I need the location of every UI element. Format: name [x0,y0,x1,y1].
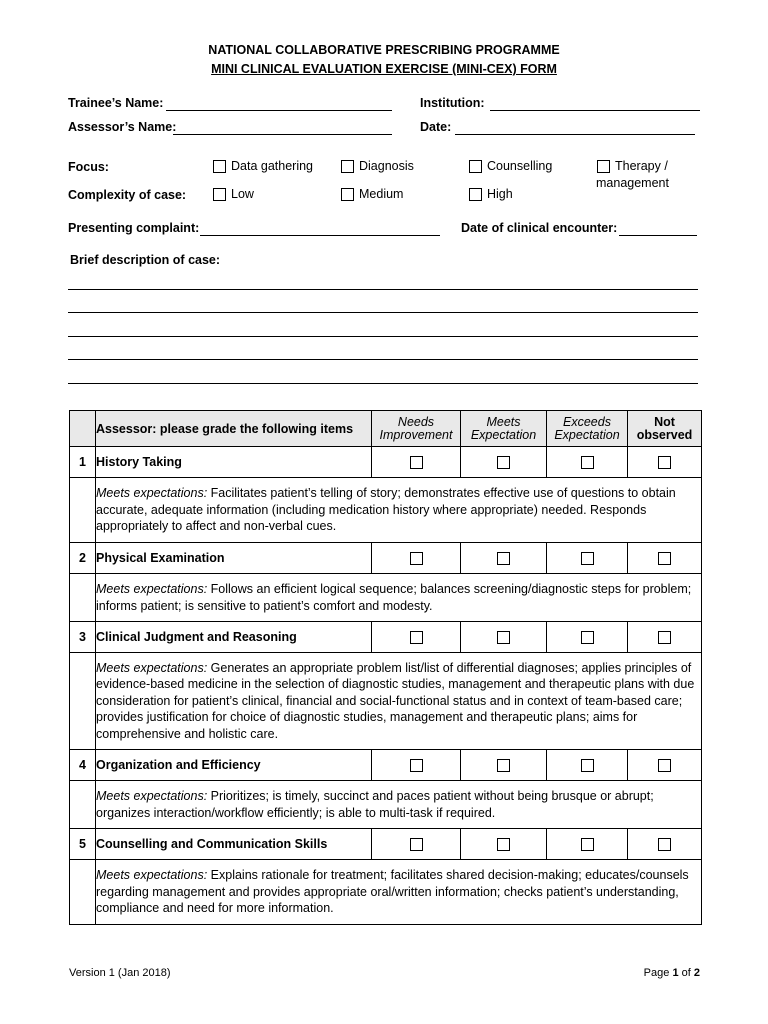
page-number: Page 1 of 2 [643,967,700,979]
form-title: MINI CLINICAL EVALUATION EXERCISE (MINI-CEX) FORM [211,62,557,76]
grade-checkbox[interactable] [497,456,510,469]
grade-checkbox[interactable] [658,759,671,772]
item-title: Organization and Efficiency [96,750,372,781]
brief-description-label: Brief description of case: [70,253,221,267]
date-of-encounter-label: Date of clinical encounter: [461,221,618,235]
item-description: Meets expectations: Prioritizes; is timely, succinct and paces patient without being brusque or abrupt; organizes interaction/workflow efficiently; is able to multi-task if required. [96,781,702,829]
table-row [70,829,702,860]
focus-therapy-label-line2: management [596,176,669,190]
complexity-medium-checkbox[interactable]: Medium [341,187,403,201]
item-number: 5 [70,829,96,860]
version-text: Version 1 (Jan 2018) [69,967,171,979]
grade-checkbox[interactable] [497,759,510,772]
table-row [70,543,702,574]
description-line[interactable] [68,312,698,313]
grade-checkbox[interactable] [581,552,594,565]
grade-checkbox[interactable] [497,631,510,644]
item-number: 3 [70,622,96,653]
description-line[interactable] [68,359,698,360]
item-number: 2 [70,543,96,574]
checkbox-icon [597,160,610,173]
focus-counselling-checkbox[interactable]: Counselling [469,159,552,173]
item-title: Counselling and Communication Skills [96,829,372,860]
table-row [70,750,702,781]
col-exceeds-expectation: Exceeds Expectation [547,411,628,447]
complexity-high-checkbox[interactable]: High [469,187,513,201]
table-header-row [70,411,702,447]
assessor-name-field[interactable] [173,134,392,135]
grade-checkbox[interactable] [410,838,423,851]
complexity-low-checkbox[interactable]: Low [213,187,254,201]
item-description: Meets expectations: Facilitates patient’s telling of story; demonstrates effective use of questions to obtain accurate, adequate information (including medication history where appropriate) needed. Responds appropriately to affect and non-verbal cues. [96,478,702,543]
focus-diagnosis-checkbox[interactable]: Diagnosis [341,159,414,173]
item-title: Clinical Judgment and Reasoning [96,622,372,653]
checkbox-icon [469,188,482,201]
focus-data-gathering-checkbox[interactable]: Data gathering [213,159,313,173]
table-row [70,622,702,653]
grade-checkbox[interactable] [410,456,423,469]
focus-therapy-checkbox[interactable]: Therapy / [597,159,668,173]
item-description: Meets expectations: Follows an efficient logical sequence; balances screening/diagnostic steps for problem; informs patient; is sensitive to patient’s comfort and modesty. [96,574,702,622]
item-description: Meets expectations: Generates an appropriate problem list/list of differential diagnoses; applies principles of evidence-based medicine in the selection of diagnostic studies, management and therapeutic plans with due consideration for patient’s clinical, financial and social-functional status and in context of team-based care; provides justification for choice of diagnostic studies, management and therapeutic plans; aims for comprehensive and holistic care. [96,653,702,750]
table-row-description [70,653,702,750]
grade-checkbox[interactable] [410,552,423,565]
grade-checkbox[interactable] [497,838,510,851]
trainee-name-field[interactable] [166,110,392,111]
assessor-name-label: Assessor’s Name: [68,120,177,134]
checkbox-icon [213,188,226,201]
date-label: Date: [420,120,452,134]
grade-checkbox[interactable] [581,631,594,644]
institution-label: Institution: [420,96,485,110]
grade-checkbox[interactable] [410,631,423,644]
header-num-cell [70,411,96,447]
focus-label: Focus: [68,160,109,174]
item-number: 1 [70,447,96,478]
grading-table [69,410,702,925]
table-row-description [70,781,702,829]
table-row-description [70,574,702,622]
presenting-complaint-field[interactable] [200,235,440,236]
checkbox-icon [213,160,226,173]
checkbox-icon [469,160,482,173]
grade-checkbox[interactable] [658,456,671,469]
date-of-encounter-field[interactable] [619,235,697,236]
table-row-description [70,860,702,925]
table-row-description [70,478,702,543]
col-not-observed: Not observed [628,411,702,447]
grade-checkbox[interactable] [658,838,671,851]
checkbox-icon [341,160,354,173]
item-title: History Taking [96,447,372,478]
item-title: Physical Examination [96,543,372,574]
date-field[interactable] [455,134,695,135]
complexity-label: Complexity of case: [68,188,187,202]
grade-checkbox[interactable] [581,838,594,851]
description-line[interactable] [68,383,698,384]
col-needs-improvement: Needs Improvement [372,411,461,447]
grade-checkbox[interactable] [497,552,510,565]
trainee-name-label: Trainee’s Name: [68,96,164,110]
col-meets-expectation: Meets Expectation [461,411,547,447]
grade-checkbox[interactable] [581,456,594,469]
description-line[interactable] [68,336,698,337]
description-line[interactable] [68,289,698,290]
grade-checkbox[interactable] [658,552,671,565]
item-number: 4 [70,750,96,781]
grade-checkbox[interactable] [410,759,423,772]
institution-field[interactable] [490,110,700,111]
presenting-complaint-label: Presenting complaint: [68,221,200,235]
grade-checkbox[interactable] [581,759,594,772]
item-description: Meets expectations: Explains rationale for treatment; facilitates shared decision-making; educates/counsels regarding management and provides appropriate oral/written information; checks patient’s understanding, compliance and need for more information. [96,860,702,925]
form-programme-title: NATIONAL COLLABORATIVE PRESCRIBING PROGRAMME [208,43,560,57]
grade-instructions: Assessor: please grade the following items [96,411,372,447]
grade-checkbox[interactable] [658,631,671,644]
checkbox-icon [341,188,354,201]
table-row [70,447,702,478]
